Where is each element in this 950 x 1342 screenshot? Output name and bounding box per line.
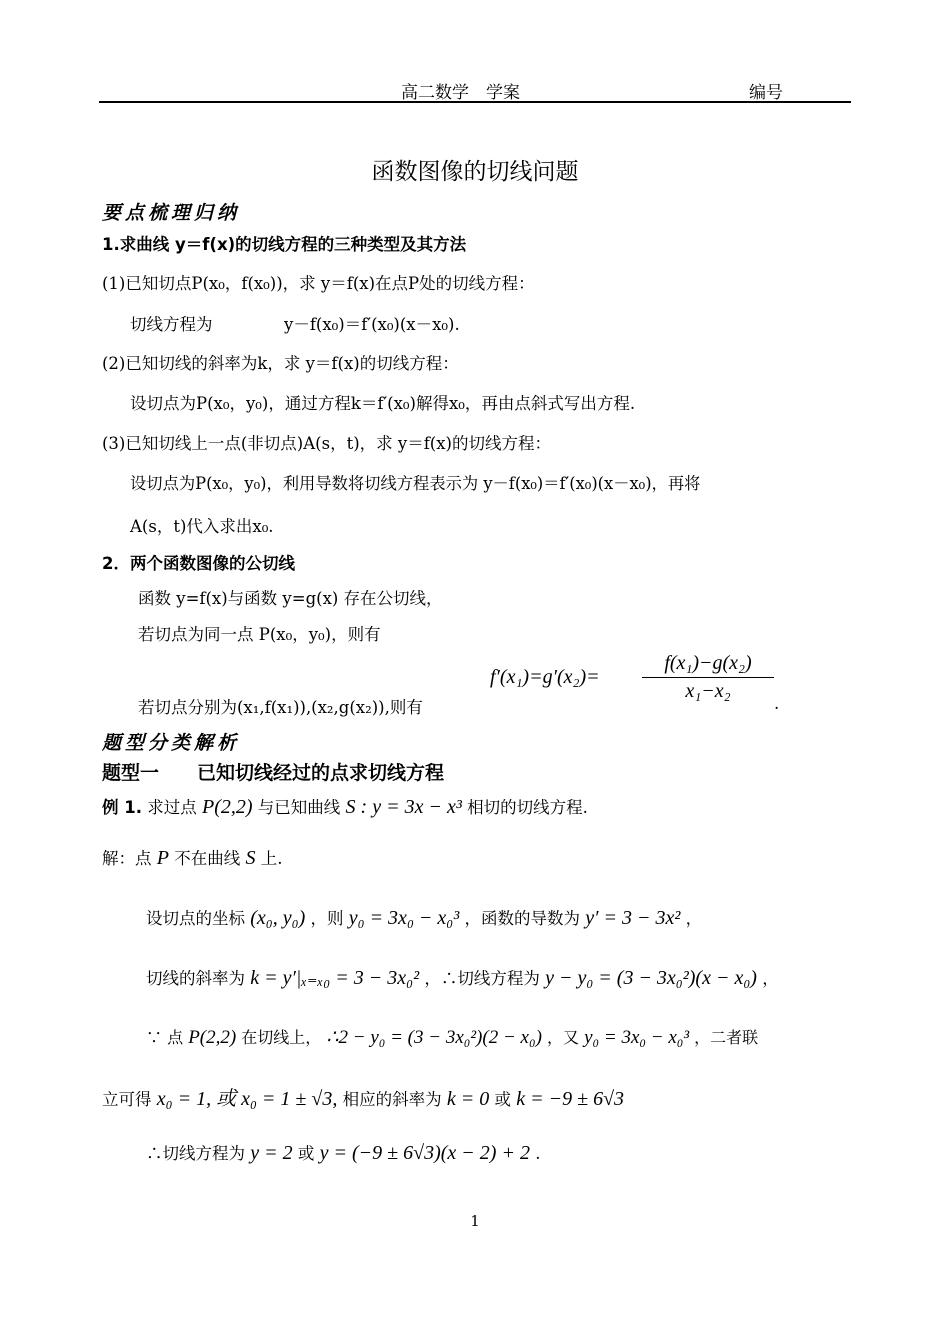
s3-text-d: ，二者联 — [694, 1028, 759, 1047]
case2-text: (2)已知切线的斜率为k，求 y＝f(x)的切线方程： — [102, 354, 459, 373]
case3-method: 设切点为P(x₀，y₀)，利用导数将切线方程表示为 y－f(x₀)＝f′(x₀)(x－x₀)，再将 — [130, 474, 701, 493]
example1-line — [102, 794, 588, 819]
fraction-numerator: f(x₁)−g(x₂) — [664, 652, 752, 674]
fraction-denominator: x₁−x₂ — [685, 680, 731, 702]
case3-method-cont: A(s，t)代入求出x₀. — [130, 517, 274, 536]
s3-point: P(2,2) — [188, 1027, 237, 1048]
header-left: 高二数学 学案 — [401, 83, 520, 103]
s2-text-b: ，∴切线方程为 — [424, 969, 540, 988]
s2-tangent-equation: y − y₀ = (3 − 3x₀²)(x − x₀) — [545, 967, 757, 989]
s4-text-a: 立可得 — [102, 1090, 152, 1109]
solution-line-4 — [102, 1082, 624, 1111]
type1-title: 题型一 已知切线经过的点求切线方程 — [102, 762, 445, 784]
item2-text-b: 若切点为同一点 P(x₀，y₀)，则有 — [138, 625, 381, 644]
example-text-b: 与已知曲线 — [257, 798, 341, 817]
solution-line-0 — [102, 845, 282, 870]
section-heading-summary: 要点梳理归纳 — [102, 202, 241, 224]
solution-line-3 — [146, 1025, 758, 1049]
s2-text-a: 切线的斜率为 — [146, 969, 245, 988]
header-right: 编号 — [749, 83, 783, 103]
s5-answer-1: y = 2 — [250, 1142, 293, 1164]
solution-label: 解：点 — [102, 849, 152, 868]
s4-solutions: x₀ = 1, 或 x₀ = 1 ± √3, — [156, 1088, 338, 1110]
example-text-a: 求过点 — [147, 798, 197, 817]
s1-text-c: ，函数的导数为 — [464, 909, 580, 928]
case1-formula: y－f(x₀)＝f′(x₀)(x－x₀). — [284, 315, 460, 334]
solution-text-b: 不在曲线 — [174, 849, 241, 868]
page-title: 函数图像的切线问题 — [371, 159, 579, 185]
s3-text-a: ∵ 点 — [146, 1028, 184, 1047]
s5-text-c: . — [535, 1144, 541, 1163]
page-number: 1 — [470, 1212, 480, 1230]
section-heading-types: 题型分类解析 — [102, 732, 241, 754]
s1-text-a: 设切点的坐标 — [146, 909, 245, 928]
s3-equation: ∴2 − y₀ = (3 − 3x₀²)(2 − x₀) — [326, 1027, 542, 1048]
s1-derivative: y′ = 3 − 3x² — [585, 907, 681, 929]
point-P: P — [156, 847, 169, 869]
case3-text: (3)已知切线上一点(非切点)A(s，t)，求 y＝f(x)的切线方程： — [102, 434, 551, 453]
item2-text-a: 函数 y=f(x)与函数 y=g(x) 存在公切线， — [138, 589, 443, 608]
item2-text-c: 若切点分别为(x₁,f(x₁)),(x₂,g(x₂)),则有 — [138, 698, 423, 717]
s4-slope-1: k = 0 — [446, 1088, 490, 1110]
s5-text-a: ∴切线方程为 — [146, 1144, 245, 1163]
curve-S: S — [245, 847, 256, 869]
s4-text-c: 或 — [494, 1090, 511, 1109]
s2-text-c: ， — [762, 969, 779, 988]
s5-text-b: 或 — [297, 1144, 315, 1163]
common-tangent-fraction — [642, 652, 774, 703]
case2-method: 设切点为P(x₀，y₀)，通过方程k＝f′(x₀)解得x₀，再由点斜式写出方程. — [130, 394, 636, 413]
s3-equation-2: y₀ = 3x₀ − x₀³ — [584, 1027, 690, 1048]
case1-formula-label: 切线方程为 — [130, 315, 213, 334]
s2-slope: k = y′|ₓ₌ₓ₀ = 3 − 3x₀² — [250, 967, 420, 989]
item1-title: 1.求曲线 y＝f(x)的切线方程的三种类型及其方法 — [102, 235, 467, 254]
s3-text-c: ，又 — [547, 1028, 580, 1047]
solution-line-1 — [146, 905, 702, 930]
s1-point: (x₀, y₀) — [250, 907, 306, 929]
s4-text-b: 相应的斜率为 — [342, 1090, 442, 1109]
example-point: P(2,2) — [202, 796, 253, 818]
fraction-period: . — [774, 694, 780, 713]
fraction-bar — [642, 677, 774, 678]
solution-text-c: 上. — [260, 849, 283, 868]
s5-answer-2: y = (−9 ± 6√3)(x − 2) + 2 — [319, 1142, 530, 1164]
s1-equation: y₀ = 3x₀ − x₀³ — [348, 907, 460, 929]
example-curve: S : y = 3x − x³ — [345, 796, 462, 818]
example-text-c: 相切的切线方程. — [467, 798, 588, 817]
s1-text-b: ，则 — [310, 909, 344, 928]
s3-text-b: 在切线上， — [241, 1028, 322, 1047]
s4-slope-2: k = −9 ± 6√3 — [516, 1088, 625, 1110]
solution-line-5 — [146, 1140, 540, 1165]
solution-line-2 — [146, 965, 779, 990]
example-label: 例 1. — [102, 798, 142, 817]
case1-text: (1)已知切点P(x₀，f(x₀))，求 y＝f(x)在点P处的切线方程： — [102, 274, 535, 293]
item2-title: 2．两个函数图像的公切线 — [102, 554, 295, 573]
s1-text-e: ， — [685, 909, 703, 928]
common-tangent-lhs: f′(x₁)=g′(x₂)= — [490, 666, 600, 688]
header-rule — [99, 101, 851, 103]
